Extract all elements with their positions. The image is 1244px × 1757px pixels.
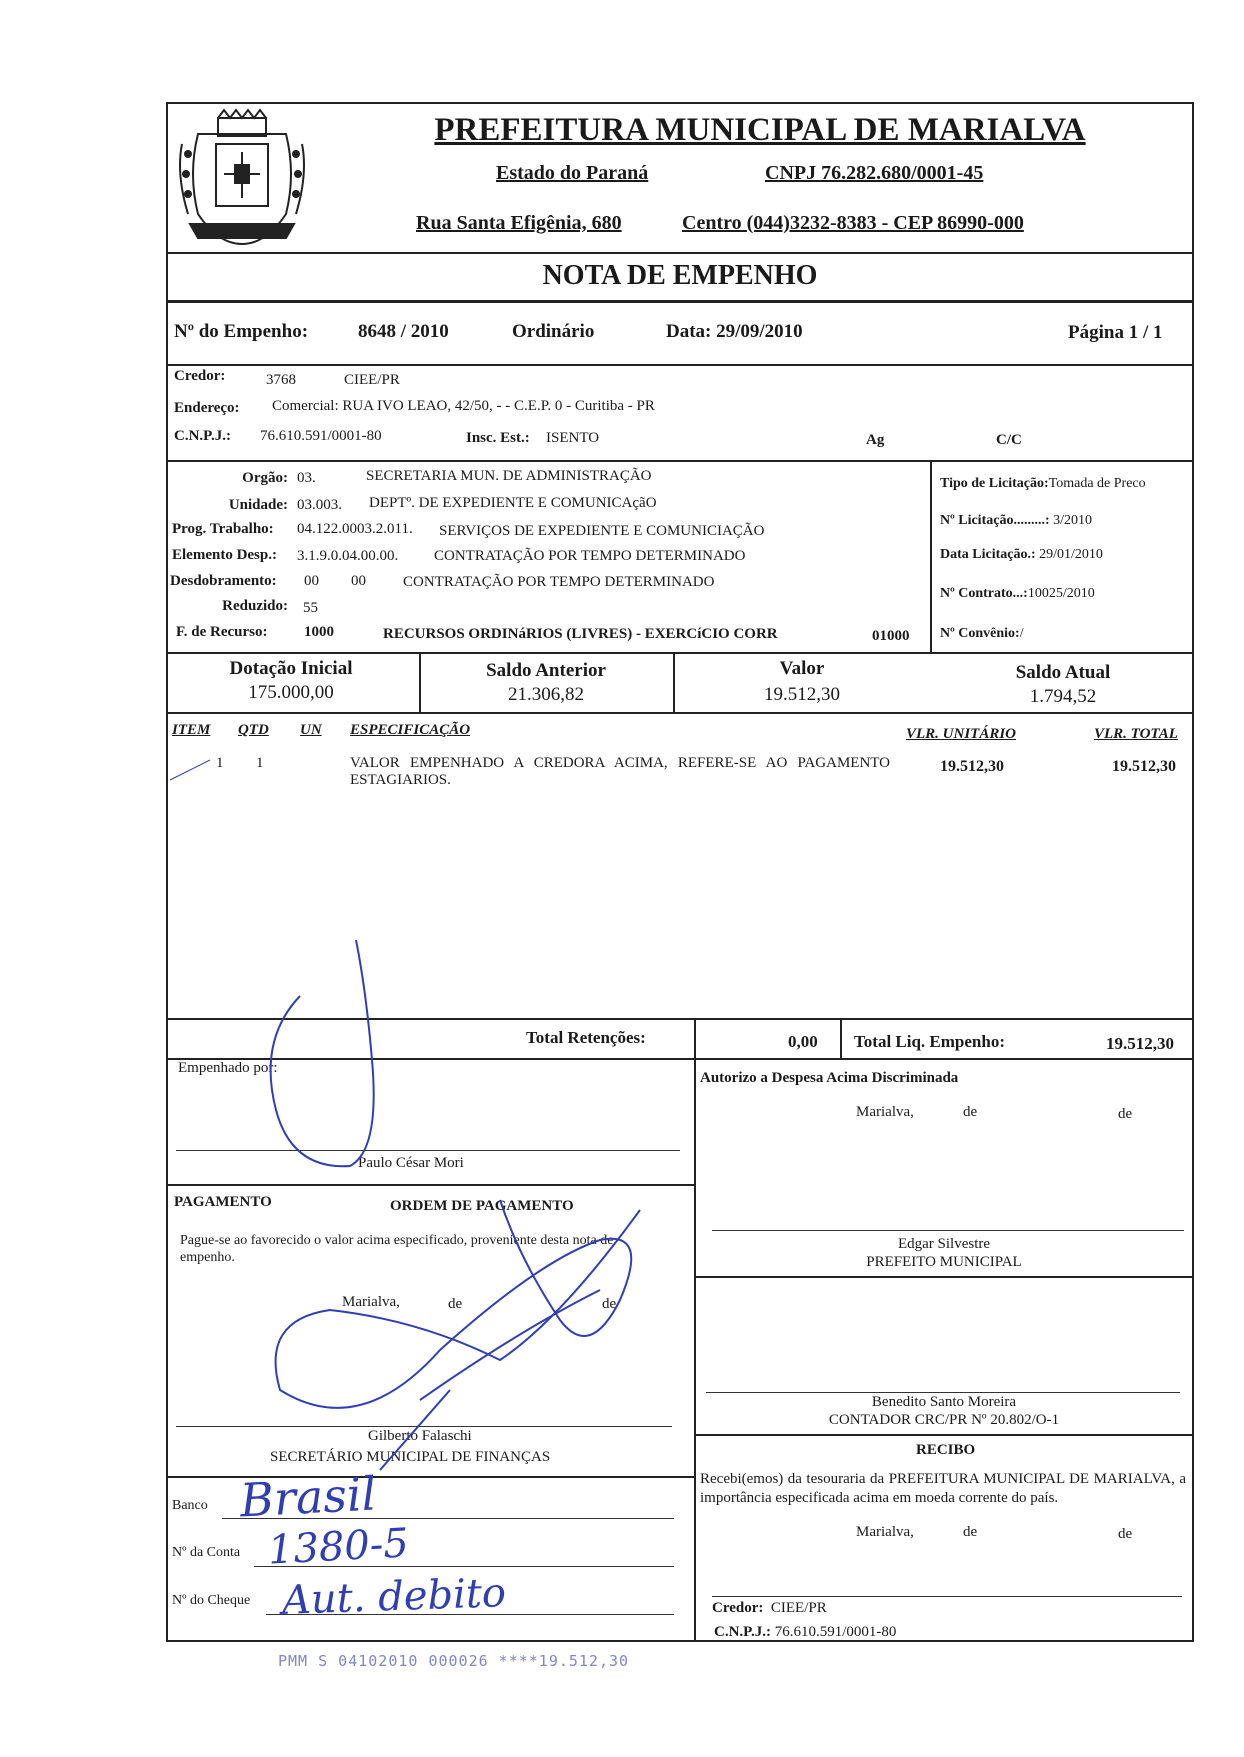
divider <box>694 1058 696 1642</box>
cheque-label: Nº do Cheque <box>172 1593 251 1608</box>
insc-value: ISENTO <box>546 430 600 446</box>
retencoes-label: Total Retenções: <box>526 1028 646 1047</box>
divider <box>930 460 932 652</box>
empenhado-label: Empenhado por: <box>178 1060 278 1076</box>
credor-label: Credor: <box>174 368 226 384</box>
cheque-handwritten: Aut. debito <box>281 1570 507 1624</box>
dotacao-label: Dotação Inicial <box>229 658 353 679</box>
liquido-label: Total Liq. Empenho: <box>854 1032 1005 1051</box>
account-label: C/C <box>996 432 1022 448</box>
autorizo-label: Autorizo a Despesa Acima Discriminada <box>700 1070 959 1086</box>
autorizo-de-1: de <box>963 1104 978 1120</box>
recibo-title: RECIBO <box>916 1442 976 1458</box>
conta-handwritten: 1380-5 <box>266 1520 410 1574</box>
pagamento-city: Marialva, <box>342 1294 400 1310</box>
item-especificacao: VALOR EMPENHADO A CREDORA ACIMA, REFERE-SE AO PAGAMENTO ESTAGIARIOS. <box>350 755 890 788</box>
desdobramento-name: CONTRATAÇÃO POR TEMPO DETERMINADO <box>403 574 715 590</box>
desdobramento-b: 00 <box>351 573 366 589</box>
municipality-contact: Centro (044)3232-8383 - CEP 86990-000 <box>682 212 1024 234</box>
col-item: ITEM <box>172 722 211 738</box>
divider <box>166 300 1194 303</box>
tipo-licitacao: Tipo de Licitação:Tomada de Preco <box>940 476 1146 491</box>
recibo-cnpj: C.N.P.J.: 76.610.591/0001-80 <box>714 1624 897 1640</box>
endereco-label: Endereço: <box>174 400 240 416</box>
dotacao-value: 175.000,00 <box>248 682 334 703</box>
state-name: Estado do Paraná <box>496 162 649 184</box>
contador-name: Benedito Santo Moreira <box>871 1394 1017 1410</box>
desdobramento-a: 00 <box>304 573 319 589</box>
divider <box>694 1434 1194 1436</box>
empenho-date: Data: 29/09/2010 <box>666 321 803 342</box>
municipality-cnpj: CNPJ 76.282.680/0001-45 <box>765 162 984 184</box>
page-number: Página 1 / 1 <box>1068 322 1163 343</box>
fonte-extra: 01000 <box>872 628 910 644</box>
empenho-label: Nº do Empenho: <box>174 321 309 342</box>
municipality-address: Rua Santa Efigênia, 680 <box>416 212 622 234</box>
orgao-name: SECRETARIA MUN. DE ADMINISTRAÇÃO <box>366 468 652 484</box>
signature-line <box>712 1230 1184 1231</box>
credor-name: CIEE/PR <box>344 372 400 388</box>
recibo-de-2: de <box>1118 1526 1133 1542</box>
autorizo-de-2: de <box>1118 1106 1133 1122</box>
divider <box>166 364 1194 366</box>
pagamento-text: Pague-se ao favorecido o valor acima especificado, proveniente desta nota de empenho. <box>180 1233 614 1265</box>
item-qtd: 1 <box>256 755 264 771</box>
col-total-value: VLR. TOTAL <box>1094 726 1178 742</box>
saldo-atual-value: 1.794,52 <box>1029 686 1097 707</box>
municipality-title: PREFEITURA MUNICIPAL DE MARIALVA <box>434 112 1086 148</box>
recibo-de-1: de <box>963 1524 978 1540</box>
empenhado-signer: Paulo César Mori <box>358 1155 464 1171</box>
credor-address: Comercial: RUA IVO LEAO, 42/50, - - C.E.P. 0 - Curitiba - PR <box>272 398 655 414</box>
unidade-code: 03.003. <box>297 497 342 513</box>
empenho-number: 8648 / 2010 <box>358 321 449 342</box>
signature-line <box>712 1596 1182 1597</box>
prefeito-role: PREFEITO MUNICIPAL <box>866 1254 1022 1270</box>
numero-licitacao: Nº Licitação.........: 3/2010 <box>940 513 1092 528</box>
secretario-role: SECRETÁRIO MUNICIPAL DE FINANÇAS <box>270 1449 551 1465</box>
divider <box>166 1058 1194 1060</box>
secretario-name: Gilberto Falaschi <box>368 1428 472 1444</box>
unidade-name: DEPTº. DE EXPEDIENTE E COMUNICAçãO <box>369 495 657 511</box>
divider <box>694 1018 696 1058</box>
fonte-code: 1000 <box>304 624 334 640</box>
elemento-label: Elemento Desp.: <box>172 547 277 563</box>
divider <box>840 1018 842 1058</box>
signature-line <box>706 1392 1180 1393</box>
signature-line <box>176 1426 672 1427</box>
agency-label: Ag <box>866 432 885 448</box>
saldo-atual-label: Saldo Atual <box>1015 662 1111 683</box>
divider <box>166 712 1194 714</box>
recibo-text: Recebi(emos) da tesouraria da PREFEITURA MUNICIPAL DE MARIALVA, a importância especificada acima em moeda corrente do país. <box>700 1471 1186 1506</box>
credor-code: 3768 <box>266 372 296 388</box>
prefeito-name: Edgar Silvestre <box>897 1236 991 1252</box>
liquido-value: 19.512,30 <box>1106 1034 1174 1053</box>
prog-label: Prog. Trabalho: <box>172 521 274 537</box>
orgao-code: 03. <box>297 470 316 486</box>
credor-cnpj: 76.610.591/0001-80 <box>260 428 382 444</box>
bank-stamp: PMM S 04102010 000026 ****19.512,30 <box>278 1652 630 1670</box>
divider <box>166 1018 1194 1020</box>
contador-role: CONTADOR CRC/PR Nº 20.802/O-1 <box>828 1412 1060 1428</box>
saldo-anterior-value: 21.306,82 <box>508 684 584 705</box>
prog-code: 04.122.0003.2.011. <box>297 521 413 537</box>
valor-label: Valor <box>779 658 825 679</box>
col-un: UN <box>300 722 322 738</box>
recibo-credor: Credor: CIEE/PR <box>712 1600 827 1616</box>
fonte-name: RECURSOS ORDINáRIOS (LIVRES) - EXERCíCIO CORR <box>383 626 778 642</box>
numero-contrato: Nº Contrato...:10025/2010 <box>940 586 1095 601</box>
banco-handwritten: Brasil <box>238 1466 378 1528</box>
insc-label: Insc. Est.: <box>466 430 530 446</box>
prog-name: SERVIÇOS DE EXPEDIENTE E COMUNICIAÇÃO <box>439 523 765 539</box>
cnpj-label: C.N.P.J.: <box>174 428 231 444</box>
pagamento-de-2: de <box>602 1296 617 1312</box>
valor-value: 19.512,30 <box>764 684 840 705</box>
pagamento-label: PAGAMENTO <box>174 1194 272 1210</box>
signature-line <box>176 1150 680 1151</box>
unidade-label: Unidade: <box>228 497 288 513</box>
elemento-name: CONTRATAÇÃO POR TEMPO DETERMINADO <box>434 548 746 564</box>
divider <box>166 652 1194 654</box>
divider <box>166 460 1194 462</box>
pagamento-de-1: de <box>448 1296 463 1312</box>
empenho-type: Ordinário <box>512 321 595 342</box>
col-especificacao: ESPECIFICAÇÃO <box>350 722 471 738</box>
divider <box>166 252 1194 254</box>
item-unit-value: 19.512,30 <box>940 758 1004 775</box>
item-total-value: 19.512,30 <box>1112 758 1176 775</box>
orgao-label: Orgão: <box>242 470 288 486</box>
desdobramento-label: Desdobramento: <box>170 573 277 589</box>
coat-of-arms-icon <box>168 104 316 252</box>
col-qtd: QTD <box>238 722 269 738</box>
fonte-label: F. de Recurso: <box>176 624 268 640</box>
ordem-pagamento-label: ORDEM DE PAGAMENTO <box>390 1198 574 1214</box>
banco-label: Banco <box>172 1498 208 1513</box>
divider <box>694 1276 1194 1278</box>
document-title: NOTA DE EMPENHO <box>542 260 818 291</box>
conta-label: Nº da Conta <box>172 1545 241 1560</box>
reduzido-label: Reduzido: <box>222 598 288 614</box>
saldo-anterior-label: Saldo Anterior <box>486 660 606 681</box>
reduzido-value: 55 <box>303 600 318 616</box>
numero-convenio: Nº Convênio:/ <box>940 626 1024 641</box>
divider <box>166 1184 694 1186</box>
elemento-code: 3.1.9.0.04.00.00. <box>297 548 399 564</box>
recibo-city: Marialva, <box>856 1524 914 1540</box>
col-unit-value: VLR. UNITÁRIO <box>906 726 1017 742</box>
item-number: 1 <box>216 755 224 771</box>
retencoes-value: 0,00 <box>788 1032 818 1051</box>
autorizo-city: Marialva, <box>856 1104 914 1120</box>
data-licitacao: Data Licitação.: 29/01/2010 <box>940 547 1103 562</box>
